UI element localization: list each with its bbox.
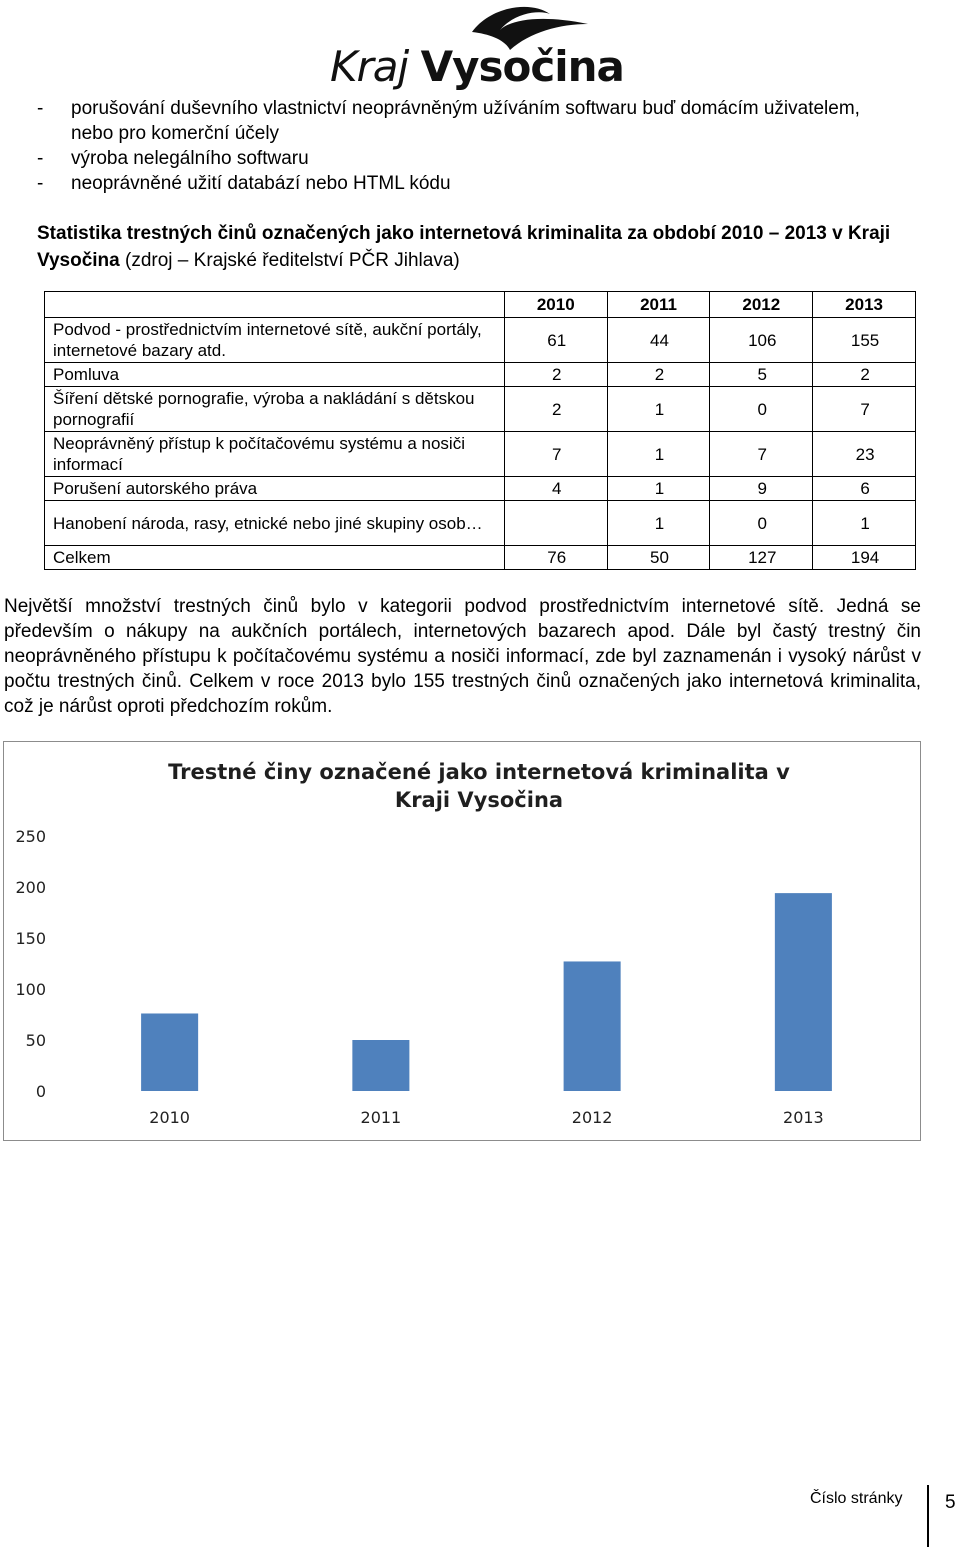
logo-wordmark xyxy=(330,42,624,91)
table-cell: 7 xyxy=(710,432,813,477)
chart-title: Trestné činy označené jako internetová kriminalita v Kraji Vysočina xyxy=(168,760,790,812)
table-cell: 106 xyxy=(710,318,813,363)
x-tick-label: 2010 xyxy=(149,1108,190,1127)
table-cell: 7 xyxy=(504,432,607,477)
table-cell: 5 xyxy=(710,363,813,387)
heading-bold: Statistika trestných činů označených jako internetová kriminalita za období 2010 – 2013 v Kraji Vysočina xyxy=(37,223,891,271)
list-item xyxy=(37,96,891,146)
table-cell: 155 xyxy=(813,318,916,363)
table-cell: 127 xyxy=(710,546,813,570)
table-header-year: 2010 xyxy=(504,292,607,318)
statistics-table xyxy=(44,291,916,570)
list-item-text: neoprávněné užití databází nebo HTML kódu xyxy=(71,173,451,194)
table-cell: 0 xyxy=(710,501,813,546)
table-cell: 61 xyxy=(504,318,607,363)
table-cell: 0 xyxy=(710,387,813,432)
table-header-empty xyxy=(45,292,505,318)
table-cell: 4 xyxy=(504,477,607,501)
table-header-year: 2011 xyxy=(607,292,710,318)
table-row xyxy=(45,318,916,363)
x-tick-label: 2012 xyxy=(571,1108,613,1127)
table-cell: 1 xyxy=(607,432,710,477)
logo-word-kraj: Kraj xyxy=(330,42,409,91)
bullet-marker: - xyxy=(37,98,44,119)
table-cell: 2 xyxy=(813,363,916,387)
bullet-marker: - xyxy=(37,148,44,169)
chart-bar xyxy=(775,893,832,1091)
table-row xyxy=(45,432,916,477)
row-label: Podvod - prostřednictvím internetové sítě, aukční portály, internetové bazary atd. xyxy=(45,318,505,363)
table-cell: 1 xyxy=(607,477,710,501)
x-tick-label: 2011 xyxy=(360,1108,402,1127)
list-item-text: výroba nelegálního softwaru xyxy=(71,148,309,169)
chart-bar xyxy=(352,1040,409,1091)
table-row xyxy=(45,387,916,432)
page-number: 5 xyxy=(945,1492,956,1513)
table-cell: 1 xyxy=(607,501,710,546)
table-cell: 7 xyxy=(813,387,916,432)
table-cell: 2 xyxy=(504,363,607,387)
row-label: Hanobení národa, rasy, etnické nebo jiné skupiny osob… xyxy=(45,501,505,546)
list-item xyxy=(37,146,891,171)
chart-bar xyxy=(564,961,621,1091)
bullet-marker: - xyxy=(37,173,44,194)
table-cell: 9 xyxy=(710,477,813,501)
y-tick-label: 250 xyxy=(15,827,46,846)
table-cell: 44 xyxy=(607,318,710,363)
section-heading xyxy=(37,220,897,274)
table-cell: 194 xyxy=(813,546,916,570)
footer-divider xyxy=(927,1485,929,1547)
table-row xyxy=(45,363,916,387)
table-row xyxy=(45,501,916,546)
x-tick-label: 2013 xyxy=(783,1108,824,1127)
row-label: Pomluva xyxy=(45,363,505,387)
table-cell xyxy=(504,501,607,546)
row-label: Šíření dětské pornografie, výroba a nakládání s dětskou pornografií xyxy=(45,387,505,432)
table-cell: 1 xyxy=(813,501,916,546)
chart-plot xyxy=(4,742,920,1140)
table-cell: 1 xyxy=(607,387,710,432)
row-label: Porušení autorského práva xyxy=(45,477,505,501)
y-tick-label: 50 xyxy=(25,1031,46,1050)
table-cell: 6 xyxy=(813,477,916,501)
bullet-list xyxy=(37,96,891,196)
table-cell: 23 xyxy=(813,432,916,477)
table-header-row xyxy=(45,292,916,318)
row-label: Celkem xyxy=(45,546,505,570)
list-item xyxy=(37,171,891,196)
y-tick-label: 200 xyxy=(15,878,46,897)
table-row xyxy=(45,477,916,501)
list-item-text: porušování duševního vlastnictví neoprávněným užíváním softwaru buď domácím uživatelem, nebo pro komerční účely xyxy=(71,98,860,144)
heading-source: (zdroj – Krajské ředitelství PČR Jihlava) xyxy=(119,250,460,271)
table-row-total xyxy=(45,546,916,570)
table-header-year: 2013 xyxy=(813,292,916,318)
y-tick-label: 150 xyxy=(15,929,46,948)
table-cell: 50 xyxy=(607,546,710,570)
table-cell: 2 xyxy=(607,363,710,387)
chart-bar xyxy=(141,1013,198,1091)
kraj-vysocina-logo xyxy=(330,2,624,92)
y-tick-label: 100 xyxy=(15,980,46,999)
page-number-label: Číslo stránky xyxy=(810,1490,903,1507)
y-tick-label: 0 xyxy=(35,1082,46,1101)
row-label: Neoprávněný přístup k počítačovému systému a nosiči informací xyxy=(45,432,505,477)
table-cell: 76 xyxy=(504,546,607,570)
table-header-year: 2012 xyxy=(710,292,813,318)
bar-chart xyxy=(3,741,921,1141)
summary-paragraph: Největší množství trestných činů bylo v kategorii podvod prostřednictvím internetové sítě. Jedná se především o nákupy na aukčních portálech, internetových bazarech apod. Dále byl častý trestný čin neoprávněného přístupu k počítačovému systému a nosiči informací, zde byl zaznamenán i vysoký nárůst v počtu trestných činů. Celkem v roce 2013 bylo 155 trestných činů označených jako internetová kriminalita, což je nárůst oproti předchozím rokům. xyxy=(4,596,921,717)
logo-word-vysocina: Vysočina xyxy=(420,42,624,91)
table-cell: 2 xyxy=(504,387,607,432)
